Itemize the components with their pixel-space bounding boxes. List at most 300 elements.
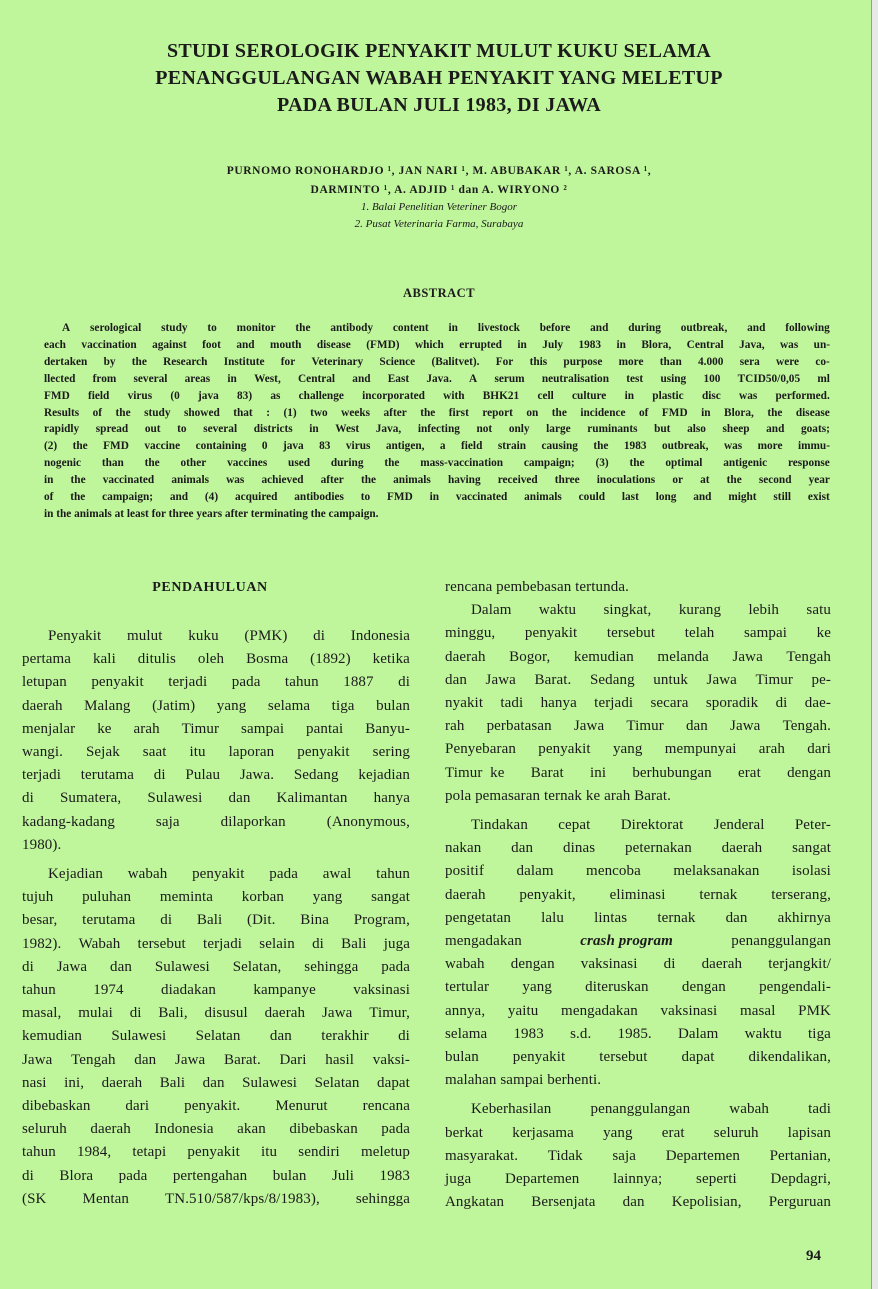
word: Depdagri, bbox=[770, 1171, 831, 1188]
word: melaksanakan bbox=[673, 863, 760, 880]
word: performed. bbox=[775, 389, 830, 402]
word: di bbox=[160, 912, 173, 929]
word: also bbox=[687, 423, 706, 436]
word: study bbox=[161, 322, 188, 334]
word: tiga bbox=[331, 697, 355, 714]
word: more bbox=[757, 440, 783, 453]
word: peternakan bbox=[625, 840, 692, 857]
word: from bbox=[92, 372, 117, 385]
word: and bbox=[590, 322, 609, 334]
word: dinas bbox=[562, 840, 596, 857]
word: di bbox=[313, 628, 326, 644]
word: response bbox=[787, 457, 830, 470]
word: in bbox=[517, 338, 527, 351]
word: Jawa bbox=[732, 648, 763, 665]
word: Departemen bbox=[665, 1147, 740, 1164]
word: wabah bbox=[729, 1101, 769, 1118]
word: terjadi bbox=[594, 695, 634, 712]
word: cell bbox=[537, 389, 554, 402]
word: besar, bbox=[22, 912, 58, 929]
abstract-body bbox=[44, 320, 830, 523]
word: Central bbox=[686, 338, 724, 351]
word: year bbox=[808, 474, 830, 487]
word: terutama bbox=[80, 767, 135, 784]
word: of bbox=[639, 406, 649, 419]
word: tiga bbox=[808, 1025, 831, 1042]
word: dibebaskan bbox=[289, 1121, 358, 1138]
word: and bbox=[693, 491, 712, 504]
text-line bbox=[22, 1002, 410, 1025]
word: lapisan bbox=[787, 1124, 831, 1141]
text-line bbox=[22, 1095, 410, 1118]
word: dalam bbox=[516, 863, 554, 880]
word: daerah bbox=[445, 886, 486, 903]
word: FMD bbox=[103, 440, 129, 453]
word: on bbox=[526, 406, 539, 419]
word: Timur bbox=[755, 671, 793, 688]
word: monitor bbox=[236, 322, 276, 334]
text-line bbox=[22, 787, 410, 810]
word: Barat bbox=[530, 764, 564, 781]
word: Penyakit bbox=[48, 628, 102, 644]
word: Bali bbox=[196, 912, 223, 929]
word: which bbox=[414, 338, 444, 351]
word: Menurut bbox=[275, 1098, 328, 1115]
word: in bbox=[44, 474, 54, 487]
word: ruminants bbox=[587, 423, 638, 436]
word: virus bbox=[127, 389, 153, 402]
word: Sulawesi bbox=[111, 1028, 167, 1045]
word: penyakit, bbox=[519, 886, 576, 903]
text-line bbox=[22, 1072, 410, 1095]
word: 1887 bbox=[343, 674, 374, 691]
word: meminta bbox=[159, 889, 214, 906]
word: ternak bbox=[657, 909, 696, 926]
word: saja bbox=[155, 813, 180, 830]
word: dan bbox=[511, 840, 534, 857]
word: meletup bbox=[360, 1144, 410, 1161]
word: minggu, bbox=[445, 625, 496, 642]
word: by bbox=[103, 355, 116, 368]
text-line bbox=[445, 976, 831, 999]
word: of bbox=[92, 406, 103, 419]
word: to bbox=[207, 322, 217, 334]
word: following bbox=[785, 322, 830, 334]
word: sporadik bbox=[705, 695, 759, 712]
word: animals bbox=[524, 491, 562, 504]
word: before bbox=[539, 322, 571, 334]
word: Keberhasilan bbox=[471, 1101, 552, 1118]
word: Direktorat bbox=[620, 817, 684, 834]
word: tetapi bbox=[132, 1144, 167, 1161]
word: tersebut bbox=[137, 935, 186, 952]
word: Juli bbox=[332, 1167, 355, 1184]
text-line bbox=[445, 622, 831, 645]
word: goats; bbox=[801, 423, 830, 436]
word: itu bbox=[189, 744, 206, 761]
word: Timur, bbox=[369, 1005, 410, 1022]
word: first bbox=[448, 406, 469, 419]
word: tersebut bbox=[606, 625, 656, 642]
section-heading: PENDAHULUAN bbox=[152, 580, 268, 595]
word: kuku bbox=[188, 628, 219, 644]
text-line bbox=[44, 388, 830, 405]
word: dan bbox=[269, 1028, 292, 1045]
word: optimal bbox=[665, 457, 703, 470]
word: Tindakan bbox=[471, 817, 528, 834]
word: showed bbox=[183, 406, 220, 419]
word: ini bbox=[589, 764, 607, 781]
word: antibodies bbox=[294, 491, 344, 504]
text-line bbox=[22, 863, 410, 886]
word: lebih bbox=[748, 602, 779, 619]
word: field bbox=[461, 440, 483, 453]
word: Bosma bbox=[246, 651, 289, 668]
word: and bbox=[747, 322, 766, 334]
affiliation-line: 1. Balai Penelitian Veteriner Bogor bbox=[360, 201, 518, 213]
word: penanggulangan bbox=[590, 1101, 691, 1118]
word: this bbox=[529, 355, 548, 368]
word: 83 bbox=[319, 440, 331, 453]
word: the bbox=[593, 440, 609, 453]
word: incidence bbox=[580, 406, 626, 419]
word: vaksinasi bbox=[580, 956, 638, 973]
word: mempunyai bbox=[664, 741, 737, 758]
word: : bbox=[266, 406, 270, 419]
word: but bbox=[654, 423, 671, 436]
word: Bali, bbox=[158, 1005, 188, 1022]
word: seperti bbox=[696, 1171, 737, 1188]
word: Timur ke bbox=[445, 764, 505, 781]
word: tadi bbox=[808, 1101, 831, 1118]
word: in bbox=[701, 406, 711, 419]
word: immu- bbox=[797, 440, 830, 453]
word: awal bbox=[322, 866, 352, 883]
word: might bbox=[728, 491, 757, 504]
word: dan bbox=[685, 718, 708, 735]
word: dilaporkan bbox=[220, 813, 286, 830]
word: malahan sampai berhenti. bbox=[445, 1072, 602, 1089]
word: hasil bbox=[325, 1051, 355, 1068]
word: Kepolisian, bbox=[671, 1194, 742, 1211]
word: Indonesia bbox=[350, 628, 410, 644]
word: tahun bbox=[376, 866, 410, 883]
word: that bbox=[233, 406, 253, 419]
word: Bersenjata bbox=[531, 1194, 596, 1211]
text-line bbox=[22, 979, 410, 1002]
text-line bbox=[22, 811, 410, 834]
text-line bbox=[445, 860, 831, 883]
word: penyakit. bbox=[184, 1098, 241, 1115]
word: java bbox=[198, 389, 219, 402]
word: daerah bbox=[90, 1121, 131, 1138]
word: Sejak bbox=[85, 744, 120, 761]
word: during bbox=[628, 322, 661, 334]
word: terjadi bbox=[168, 674, 208, 691]
text-line bbox=[445, 1069, 831, 1092]
word: vaccines bbox=[227, 457, 268, 470]
title-line: PENANGGULANGAN WABAH PENYAKIT YANG MELETUP bbox=[155, 67, 723, 89]
word: terjadi bbox=[22, 767, 62, 784]
word: waktu bbox=[744, 1025, 782, 1042]
word: tadi bbox=[500, 695, 524, 712]
word: penyakit bbox=[91, 674, 144, 691]
word: puluhan bbox=[82, 889, 132, 906]
word: the bbox=[384, 457, 400, 470]
text-line bbox=[44, 472, 830, 489]
word: Mentan bbox=[82, 1190, 129, 1207]
word: Jenderal bbox=[713, 817, 765, 834]
word: disusul bbox=[204, 1005, 248, 1022]
word: or bbox=[672, 474, 683, 487]
word: pengendali- bbox=[759, 979, 831, 996]
word: kerjasama bbox=[512, 1124, 574, 1141]
word: juga bbox=[383, 935, 410, 952]
word: more bbox=[618, 355, 644, 368]
word: pertama bbox=[22, 651, 72, 668]
word: Kalimantan bbox=[276, 790, 348, 807]
affiliations bbox=[0, 199, 878, 233]
word: the bbox=[295, 322, 311, 334]
word: the bbox=[420, 406, 436, 419]
word: incorporated bbox=[362, 389, 425, 402]
word: java bbox=[282, 440, 304, 453]
word: dibebaskan bbox=[22, 1098, 91, 1115]
word: the bbox=[115, 406, 131, 419]
word: campaign; bbox=[102, 491, 154, 504]
word: containing bbox=[195, 440, 247, 453]
word: for bbox=[280, 355, 296, 368]
text-line bbox=[22, 886, 410, 909]
word: used bbox=[288, 457, 311, 470]
word: bulan bbox=[445, 1049, 479, 1066]
word: 1974 bbox=[93, 982, 124, 999]
word: penyakit bbox=[538, 741, 591, 758]
word: daerah bbox=[22, 697, 63, 714]
word: mengadakan bbox=[445, 933, 522, 950]
word: dapat bbox=[681, 1049, 715, 1066]
text-line bbox=[22, 1165, 410, 1188]
word: pe- bbox=[811, 671, 831, 688]
word: 1983 bbox=[623, 440, 647, 453]
word: of bbox=[44, 491, 54, 504]
word: in bbox=[309, 423, 319, 436]
word: dae- bbox=[804, 695, 831, 712]
word: dan bbox=[110, 958, 132, 975]
word: di bbox=[22, 1167, 34, 1184]
word: errupted bbox=[459, 338, 502, 351]
word: korban bbox=[241, 889, 285, 906]
word: s.d. bbox=[570, 1025, 592, 1042]
word: causing bbox=[541, 440, 578, 453]
word: satu bbox=[806, 602, 831, 619]
text-line bbox=[445, 669, 831, 692]
word: acquired bbox=[234, 491, 278, 504]
word: Blora, bbox=[641, 338, 672, 351]
word: vaccinated bbox=[455, 491, 508, 504]
word: Research bbox=[163, 355, 208, 368]
word: penyakit bbox=[524, 625, 578, 642]
word: sangat bbox=[371, 889, 410, 906]
word: antigenic bbox=[723, 457, 768, 470]
word: could bbox=[578, 491, 606, 504]
word: A bbox=[62, 322, 71, 334]
word: eliminasi bbox=[609, 886, 666, 903]
word: diadakan bbox=[161, 982, 216, 999]
word: Barat. bbox=[223, 1051, 261, 1068]
word: ke bbox=[97, 720, 112, 737]
word: Departemen bbox=[505, 1171, 580, 1188]
word: erat bbox=[737, 764, 761, 781]
word: sendiri bbox=[298, 1144, 340, 1161]
word: terutama bbox=[82, 912, 136, 929]
text-line bbox=[44, 337, 830, 354]
word: sheep bbox=[722, 423, 750, 436]
word: diteruskan bbox=[585, 979, 649, 996]
word: ternak bbox=[699, 886, 738, 903]
word: untuk bbox=[653, 671, 688, 688]
word: were bbox=[776, 355, 800, 368]
word: TN.510/587/kps/8/1983), bbox=[165, 1190, 320, 1207]
word: several bbox=[203, 423, 238, 436]
word: ini, bbox=[64, 1074, 85, 1091]
word: during bbox=[330, 457, 364, 470]
word: the bbox=[70, 474, 86, 487]
word: lainnya; bbox=[613, 1171, 663, 1188]
word: letupan bbox=[22, 674, 67, 691]
word: sering bbox=[372, 744, 410, 761]
word: sera bbox=[739, 355, 760, 368]
word: singkat, bbox=[603, 602, 652, 619]
word: tahun bbox=[284, 674, 319, 691]
word: a bbox=[439, 440, 446, 453]
word: (1892) bbox=[310, 651, 351, 668]
word: the bbox=[70, 491, 86, 504]
word: Jawa bbox=[706, 671, 737, 688]
word: dikendalikan, bbox=[748, 1049, 831, 1066]
word: isolasi bbox=[791, 863, 831, 880]
word: 0 bbox=[261, 440, 268, 453]
word: wabah bbox=[127, 866, 168, 883]
word: dengan bbox=[681, 979, 726, 996]
word: second bbox=[758, 474, 792, 487]
word: yang bbox=[216, 697, 247, 714]
word: last bbox=[621, 491, 639, 504]
word: di bbox=[663, 956, 676, 973]
word: yaitu bbox=[507, 1002, 539, 1019]
affiliation-line: 2. Pusat Veterinaria Farma, Surabaya bbox=[354, 218, 524, 230]
word: saat bbox=[142, 744, 167, 761]
word: only bbox=[508, 423, 530, 436]
word: positif bbox=[445, 863, 485, 880]
word: di bbox=[22, 790, 34, 807]
word: sehingga bbox=[304, 958, 359, 975]
word: the bbox=[767, 406, 783, 419]
word: using bbox=[660, 372, 687, 385]
word: dan bbox=[445, 671, 467, 688]
word: was bbox=[723, 440, 743, 453]
word: Tengah. bbox=[782, 718, 831, 735]
word: nyakit bbox=[445, 695, 484, 712]
text-line bbox=[44, 405, 830, 422]
word: dapat bbox=[376, 1074, 410, 1091]
text-line bbox=[445, 907, 831, 930]
word: terjadi bbox=[203, 935, 243, 952]
word: pada bbox=[231, 674, 261, 691]
word: study bbox=[144, 406, 171, 419]
author-line: PURNOMO RONOHARDJO ¹, JAN NARI ¹, M. ABUBAKAR ¹, A. SAROSA ¹, bbox=[226, 165, 652, 177]
word: large bbox=[546, 423, 571, 436]
word: ml bbox=[817, 372, 830, 385]
word: (0 bbox=[170, 389, 180, 402]
word: cepat bbox=[558, 817, 591, 834]
word: wangi. bbox=[22, 744, 64, 761]
text-line bbox=[445, 738, 831, 761]
word: vaksinasi bbox=[353, 982, 410, 999]
word: animals bbox=[171, 474, 209, 487]
word: mencoba bbox=[586, 863, 641, 880]
word: Jawa bbox=[56, 958, 88, 975]
word: three bbox=[554, 474, 580, 487]
word: yang bbox=[612, 741, 643, 758]
word: penyakit bbox=[187, 1144, 240, 1161]
word: in the animals at least for three years after terminating the campaign. bbox=[44, 507, 379, 520]
word: as bbox=[270, 389, 281, 402]
word: nogenic bbox=[44, 457, 82, 470]
word: weeks bbox=[341, 406, 371, 419]
word: Wabah bbox=[78, 935, 121, 952]
word: seluruh bbox=[22, 1121, 67, 1138]
word: pada bbox=[381, 1121, 410, 1138]
word: ketika bbox=[372, 651, 410, 668]
word: (3) bbox=[595, 457, 609, 470]
word: after bbox=[320, 474, 344, 487]
word: out bbox=[144, 423, 161, 436]
word: Jawa bbox=[485, 671, 516, 688]
word: in bbox=[227, 372, 237, 385]
word: the bbox=[726, 474, 742, 487]
word: di bbox=[398, 1028, 410, 1045]
word: di bbox=[775, 695, 788, 712]
word: lalu bbox=[541, 909, 564, 926]
word: and bbox=[236, 338, 255, 351]
text-line bbox=[445, 1046, 831, 1069]
word: penyakit bbox=[512, 1049, 566, 1066]
word: outbreak, bbox=[680, 322, 728, 334]
word: antibody bbox=[330, 322, 374, 334]
word: perbatasan bbox=[486, 718, 552, 735]
word: to bbox=[177, 423, 187, 436]
word: disc bbox=[701, 389, 721, 402]
word: having bbox=[447, 474, 481, 487]
word: Institute bbox=[223, 355, 265, 368]
word: kurang bbox=[678, 602, 722, 619]
word: terakhir bbox=[321, 1028, 369, 1045]
text-line bbox=[44, 455, 830, 472]
word: selama bbox=[445, 1025, 488, 1042]
word: kemudian bbox=[573, 648, 634, 665]
word: Penyebaran bbox=[445, 741, 516, 758]
word: mulai bbox=[78, 1005, 113, 1022]
word: Timur bbox=[626, 718, 664, 735]
word: secara bbox=[650, 695, 689, 712]
word: outbreak, bbox=[661, 440, 709, 453]
word: content bbox=[392, 322, 429, 334]
word: (PMK) bbox=[244, 628, 288, 644]
word: Java, bbox=[375, 423, 402, 436]
word: daerah bbox=[264, 1005, 306, 1022]
word: purpose bbox=[563, 355, 603, 368]
